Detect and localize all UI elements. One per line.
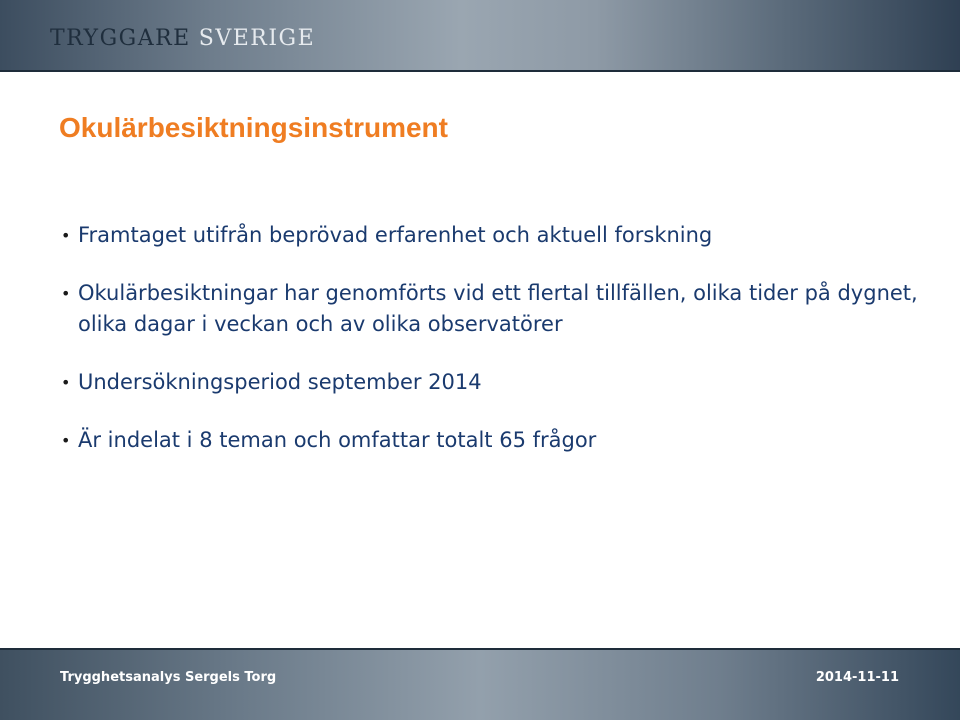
bullet-text: Okulärbesiktningar har genomförts vid ett flertal tillfällen, olika tider på dygnet, olika dagar i veckan och av olika observatörer [78,281,918,336]
bullet-icon: • [61,284,71,303]
bullet-item [61,367,921,398]
bullet-icon: • [61,431,71,450]
bullet-item [61,425,921,456]
footer-bar [0,648,960,720]
logo-text-secondary: SVERIGE [198,26,316,51]
bullet-icon: • [61,226,71,245]
bullet-item [61,220,921,251]
slide-title: Okulärbesiktningsinstrument [59,112,448,143]
bullet-icon: • [61,373,71,392]
footer-title: Trygghetsanalys Sergels Torg [60,670,277,685]
footer-date: 2014-11-11 [815,670,899,685]
bullet-text: Undersökningsperiod september 2014 [78,370,482,394]
header-bar [0,0,960,72]
bullet-list [61,220,921,483]
bullet-item [61,278,921,340]
logo [50,26,315,52]
bullet-text: Är indelat i 8 teman och omfattar totalt 65 frågor [78,428,597,452]
bullet-text: Framtaget utifrån beprövad erfarenhet och aktuell forskning [78,223,713,247]
logo-text-primary: TRYGGARE [50,26,191,51]
